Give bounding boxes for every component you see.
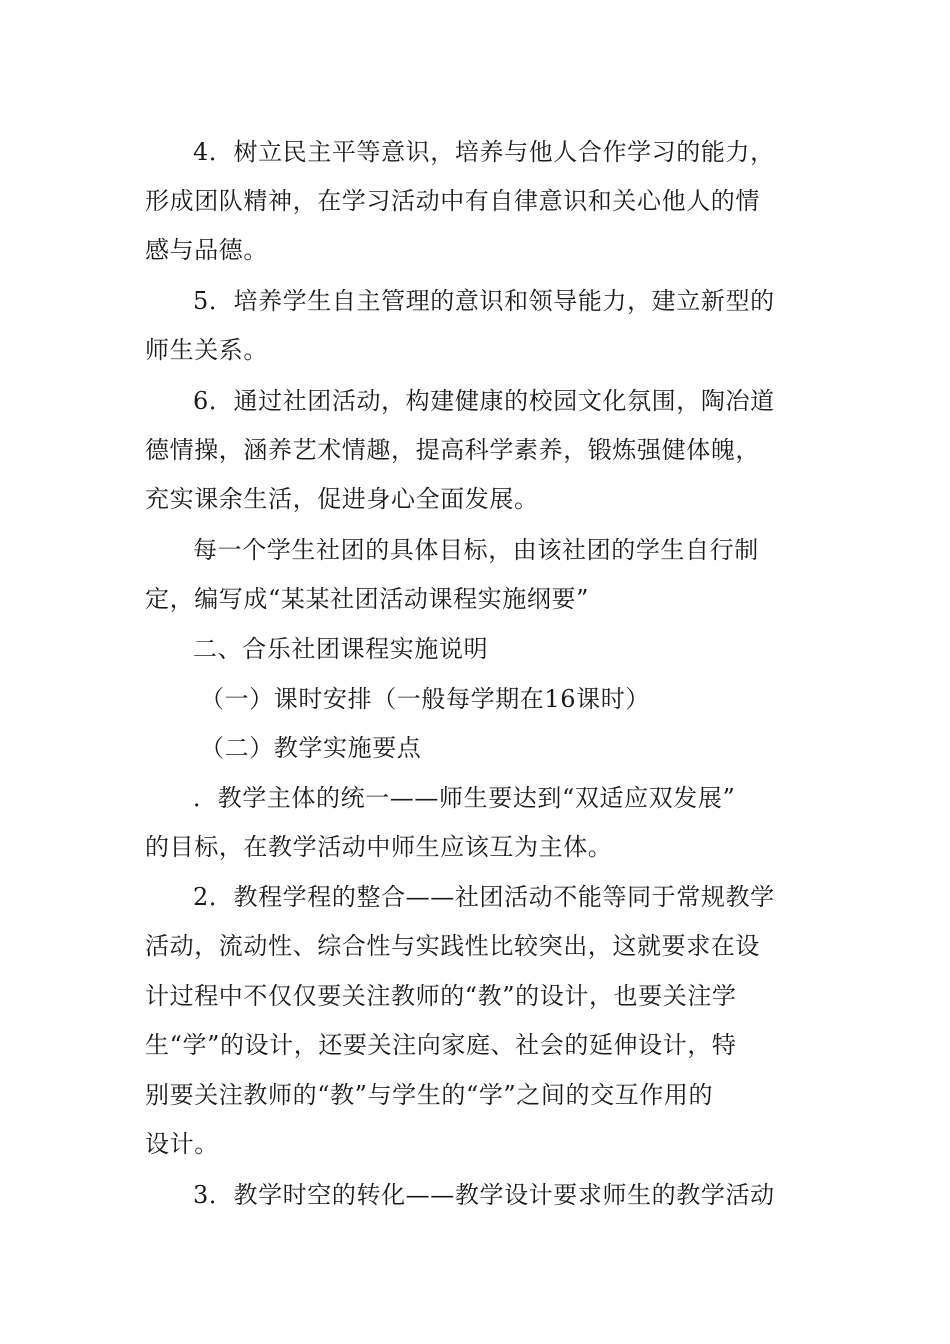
paragraph-line: 师生关系。 bbox=[145, 336, 268, 364]
paragraph-line: 3．教学时空的转化——教学设计要求师生的教学活动 bbox=[193, 1181, 775, 1209]
paragraph-line: 的目标，在教学活动中师生应该互为主体。 bbox=[145, 833, 613, 861]
paragraph-line: 5．培养学生自主管理的意识和领导能力，建立新型的 bbox=[193, 287, 775, 315]
paragraph-line: 感与品德。 bbox=[145, 236, 268, 264]
paragraph-line: 活动，流动性、综合性与实践性比较突出，这就要求在设 bbox=[145, 932, 760, 960]
paragraph-line: 形成团队精神，在学习活动中有自律意识和关心他人的情 bbox=[145, 187, 760, 215]
section-heading: 二、合乐社团课程实施说明 bbox=[193, 635, 489, 663]
paragraph-line: ．教学主体的统一——师生要达到“双适应双发展” bbox=[193, 784, 736, 812]
paragraph-line: 定，编写成“某某社团活动课程实施纲要” bbox=[145, 585, 589, 613]
paragraph-line: 充实课余生活，促进身心全面发展。 bbox=[145, 485, 539, 513]
subsection-heading: （二）教学实施要点 bbox=[200, 734, 422, 762]
paragraph-line: 生“学”的设计，还要关注向家庭、社会的延伸设计，特 bbox=[145, 1031, 737, 1059]
paragraph-line: 4．树立民主平等意识，培养与他人合作学习的能力， bbox=[193, 138, 775, 166]
paragraph-line: 每一个学生社团的具体目标，由该社团的学生自行制 bbox=[193, 536, 759, 564]
paragraph-line: 别要关注教师的“教”与学生的“学”之间的交互作用的 bbox=[145, 1081, 714, 1109]
paragraph-line: 2．教程学程的整合——社团活动不能等同于常规教学 bbox=[193, 883, 775, 911]
paragraph-line: 德情操，涵养艺术情趣，提高科学素养，锻炼强健体魄， bbox=[145, 436, 760, 464]
paragraph-line: 6．通过社团活动，构建健康的校园文化氛围，陶冶道 bbox=[193, 387, 775, 415]
paragraph-line: 计过程中不仅仅要关注教师的“教”的设计，也要关注学 bbox=[145, 982, 737, 1010]
paragraph-line: 设计。 bbox=[145, 1130, 219, 1158]
subsection-heading: （一）课时安排（一般每学期在16课时） bbox=[200, 685, 650, 713]
